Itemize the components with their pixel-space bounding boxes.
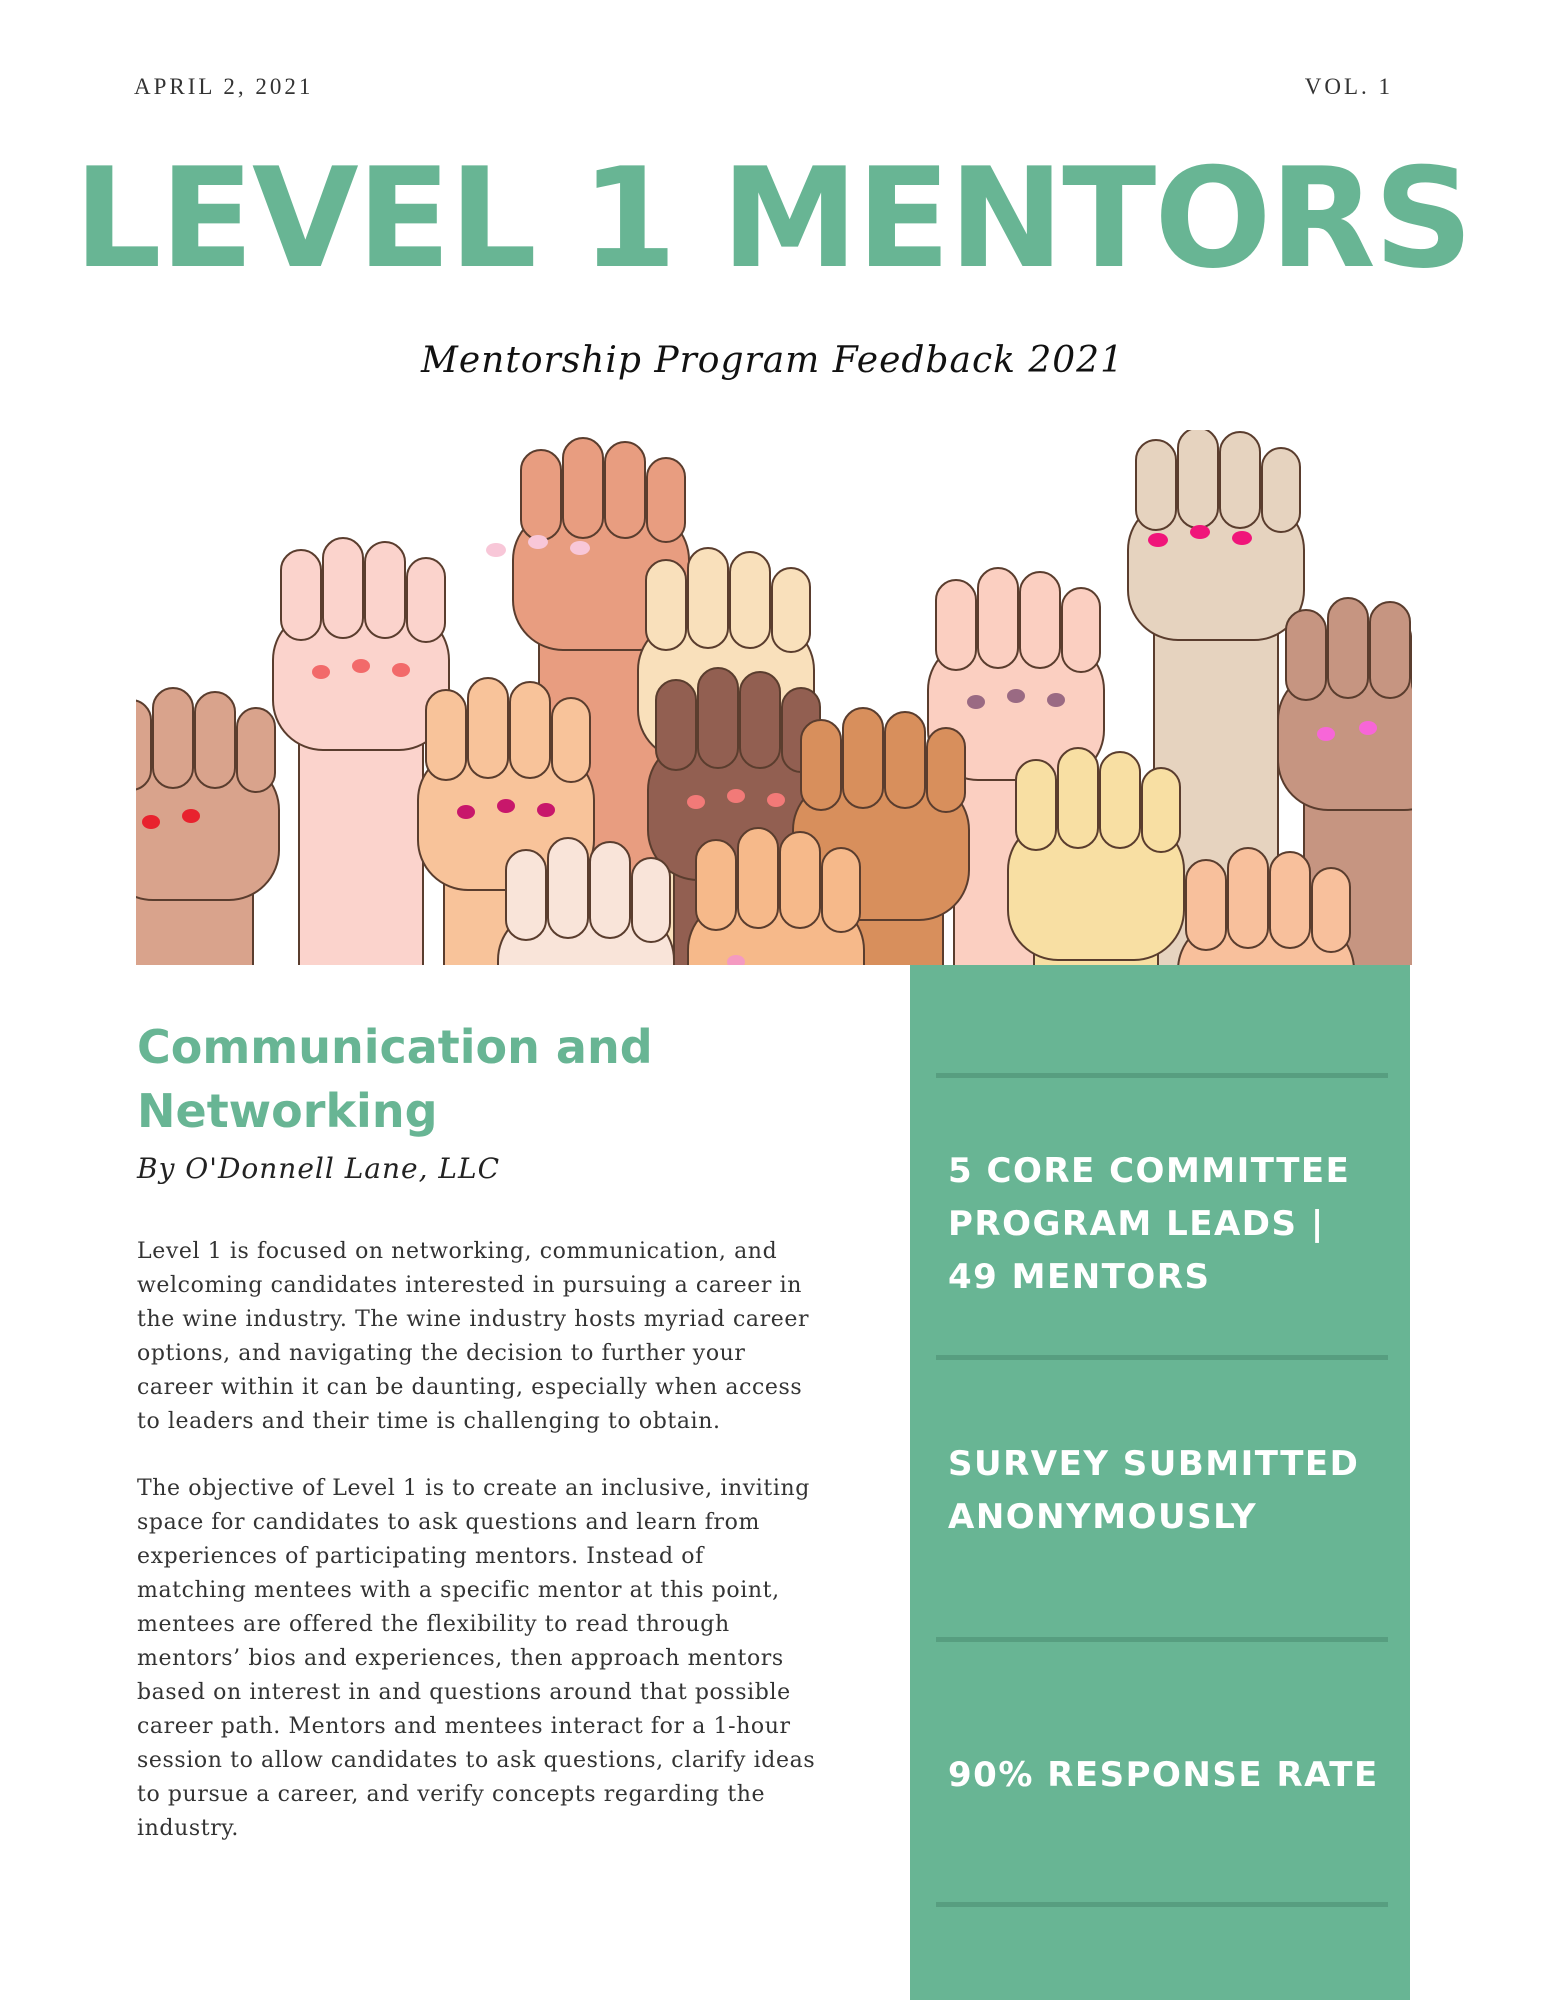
paragraph-line: welcoming candidates interested in pursuing a career in [137,1273,803,1298]
article-paragraph-1 [137,1235,837,1439]
divider [936,1637,1388,1642]
paragraph-line: career within it can be daunting, especially when access [137,1375,803,1400]
paragraph-line: Level 1 is focused on networking, communication, and [137,1239,778,1264]
paragraph-line: options, and navigating the decision to further your [137,1341,746,1366]
paragraph-line: to leaders and their time is challenging to obtain. [137,1409,721,1434]
paragraph-line: the wine industry. The wine industry hosts myriad career [137,1307,810,1332]
divider [936,1902,1388,1907]
article-title-line: Communication and [137,1020,653,1074]
paragraph-line: mentees are offered the flexibility to read through [137,1612,730,1637]
divider [936,1355,1388,1360]
newsletter-subtitle: Mentorship Program Feedback 2021 [421,340,1124,381]
article-title-line: Networking [137,1084,438,1138]
article-paragraph-2 [137,1472,837,1846]
article-title [137,1015,857,1143]
paragraph-line: based on interest in and questions around that possible [137,1680,791,1705]
stat-response-rate [948,1749,1388,1802]
paragraph-line: experiences of participating mentors. Instead of [137,1544,704,1569]
paragraph-line: space for candidates to ask questions and learn from [137,1510,760,1535]
divider [936,1073,1388,1078]
stat-line: 49 MENTORS [948,1257,1211,1297]
raised-fists-icon [136,430,1412,965]
paragraph-line: to pursue a career, and verify concepts regarding the [137,1782,766,1807]
paragraph-line: mentors’ bios and experiences, then approach mentors [137,1646,784,1671]
stat-line: 90% RESPONSE RATE [948,1755,1379,1795]
paragraph-line: session to allow candidates to ask questions, clarify ideas [137,1748,816,1773]
stat-line: PROGRAM LEADS | [948,1204,1325,1244]
volume-number: VOL. 1 [1304,74,1393,99]
paragraph-line: matching mentees with a specific mentor at this point, [137,1578,780,1603]
issue-date: APRIL 2, 2021 [134,74,314,99]
paragraph-line: career path. Mentors and mentees interact for a 1-hour [137,1714,791,1739]
stat-line: ANONYMOUSLY [948,1497,1258,1537]
stat-survey-anonymous [948,1438,1388,1544]
stat-line: 5 CORE COMMITTEE [948,1151,1351,1191]
paragraph-line: industry. [137,1816,240,1841]
stat-committee-mentors [948,1145,1388,1304]
stat-line: SURVEY SUBMITTED [948,1444,1360,1484]
article-byline: By O'Donnell Lane, LLC [137,1152,501,1185]
newsletter-title: LEVEL 1 MENTORS [73,138,1472,299]
raised-fists-illustration [136,430,1412,965]
paragraph-line: The objective of Level 1 is to create an inclusive, inviting [137,1476,810,1501]
stats-sidebar [910,965,1410,2000]
